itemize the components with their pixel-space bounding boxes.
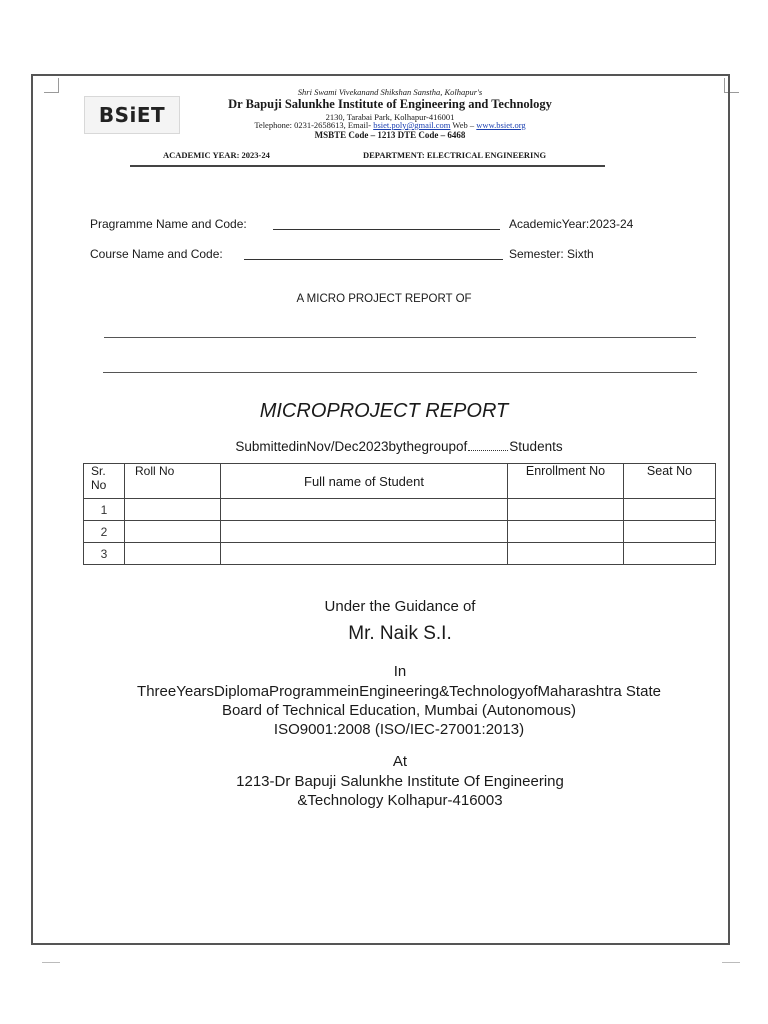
page-title: MICROPROJECT REPORT xyxy=(259,400,509,422)
institute-contact xyxy=(190,120,590,130)
column-header-full-name: Full name of Student xyxy=(221,464,508,499)
project-title-blank-2 xyxy=(103,372,697,373)
in-label: In xyxy=(393,663,407,680)
programme-description xyxy=(0,682,768,739)
enrollment-cell xyxy=(508,521,624,543)
full-name-cell xyxy=(221,499,508,521)
roll-no-cell xyxy=(125,521,221,543)
group-size-blank xyxy=(468,450,508,451)
guide-name: Mr. Naik S.I. xyxy=(348,623,452,644)
column-header-enrollment-no: Enrollment No xyxy=(508,464,624,499)
students-table xyxy=(83,463,716,565)
email-link[interactable]: bsiet.poly@gmail.com xyxy=(373,120,451,130)
address-line-2: &Technology Kolhapur-416003 xyxy=(297,792,503,809)
institute-full-address xyxy=(0,772,768,810)
course-blank xyxy=(244,259,503,260)
full-name-cell xyxy=(221,543,508,565)
roll-no-cell xyxy=(125,543,221,565)
course-label: Course Name and Code: xyxy=(90,247,223,261)
row-sr-number: 3 xyxy=(84,543,125,565)
programme-label: Pragramme Name and Code: xyxy=(90,217,247,231)
institute-logo: BSiET xyxy=(84,96,180,134)
institute-address: 2130, Tarabai Park, Kolhapur-416001 xyxy=(325,112,455,122)
table-row xyxy=(84,499,716,521)
report-of-heading: A MICRO PROJECT REPORT OF xyxy=(296,293,472,305)
table-header-row xyxy=(84,464,716,499)
institute-name: Dr Bapuji Salunkhe Institute of Engineering and Technology xyxy=(228,97,552,111)
society-name: Shri Swami Vivekanand Shikshan Sanstha, Kolhapur's xyxy=(297,87,483,97)
web-link[interactable]: www.bsiet.org xyxy=(476,120,526,130)
semester-label: Semester: Sixth xyxy=(509,247,594,261)
column-header-roll-no: Roll No xyxy=(125,464,221,499)
full-name-cell xyxy=(221,521,508,543)
department-header: DEPARTMENT: ELECTRICAL ENGINEERING xyxy=(363,150,547,160)
guidance-label: Under the Guidance of xyxy=(324,598,476,615)
table-row xyxy=(84,543,716,565)
submitted-prefix: SubmittedinNov/Dec2023bythegroupof xyxy=(235,439,468,454)
column-header-sr-no: Sr. No xyxy=(84,464,125,499)
programme-line-3: ISO9001:2008 (ISO/IEC-27001:2013) xyxy=(273,721,525,738)
letterhead-divider xyxy=(130,165,605,167)
roll-no-cell xyxy=(125,499,221,521)
seat-no-cell xyxy=(624,543,716,565)
submitted-suffix: Students xyxy=(509,439,563,454)
submitted-line xyxy=(0,439,768,454)
programme-line-2: Board of Technical Education, Mumbai (Autonomous) xyxy=(221,702,577,719)
table-row xyxy=(84,521,716,543)
seat-no-cell xyxy=(624,499,716,521)
institute-codes: MSBTE Code – 1213 DTE Code – 6468 xyxy=(314,130,466,140)
seat-no-cell xyxy=(624,521,716,543)
web-label: Web – xyxy=(452,120,477,130)
telephone-text: Telephone: 0231-2658613, Email- xyxy=(254,120,374,130)
academic-year-label: AcademicYear:2023-24 xyxy=(509,217,634,231)
academic-year-header: ACADEMIC YEAR: 2023-24 xyxy=(163,150,270,160)
programme-blank xyxy=(273,229,500,230)
programme-line-1: ThreeYearsDiplomaProgrammeinEngineering&TechnologyofMaharashtra State xyxy=(137,683,661,700)
row-sr-number: 1 xyxy=(84,499,125,521)
column-header-seat-no: Seat No xyxy=(624,464,716,499)
row-sr-number: 2 xyxy=(84,521,125,543)
crop-mark-bottom-right xyxy=(722,962,740,963)
enrollment-cell xyxy=(508,543,624,565)
address-line-1: 1213-Dr Bapuji Salunkhe Institute Of Engineering xyxy=(236,773,564,790)
crop-mark-bottom-left xyxy=(42,962,60,963)
at-label: At xyxy=(392,753,408,770)
project-title-blank-1 xyxy=(104,337,696,338)
enrollment-cell xyxy=(508,499,624,521)
